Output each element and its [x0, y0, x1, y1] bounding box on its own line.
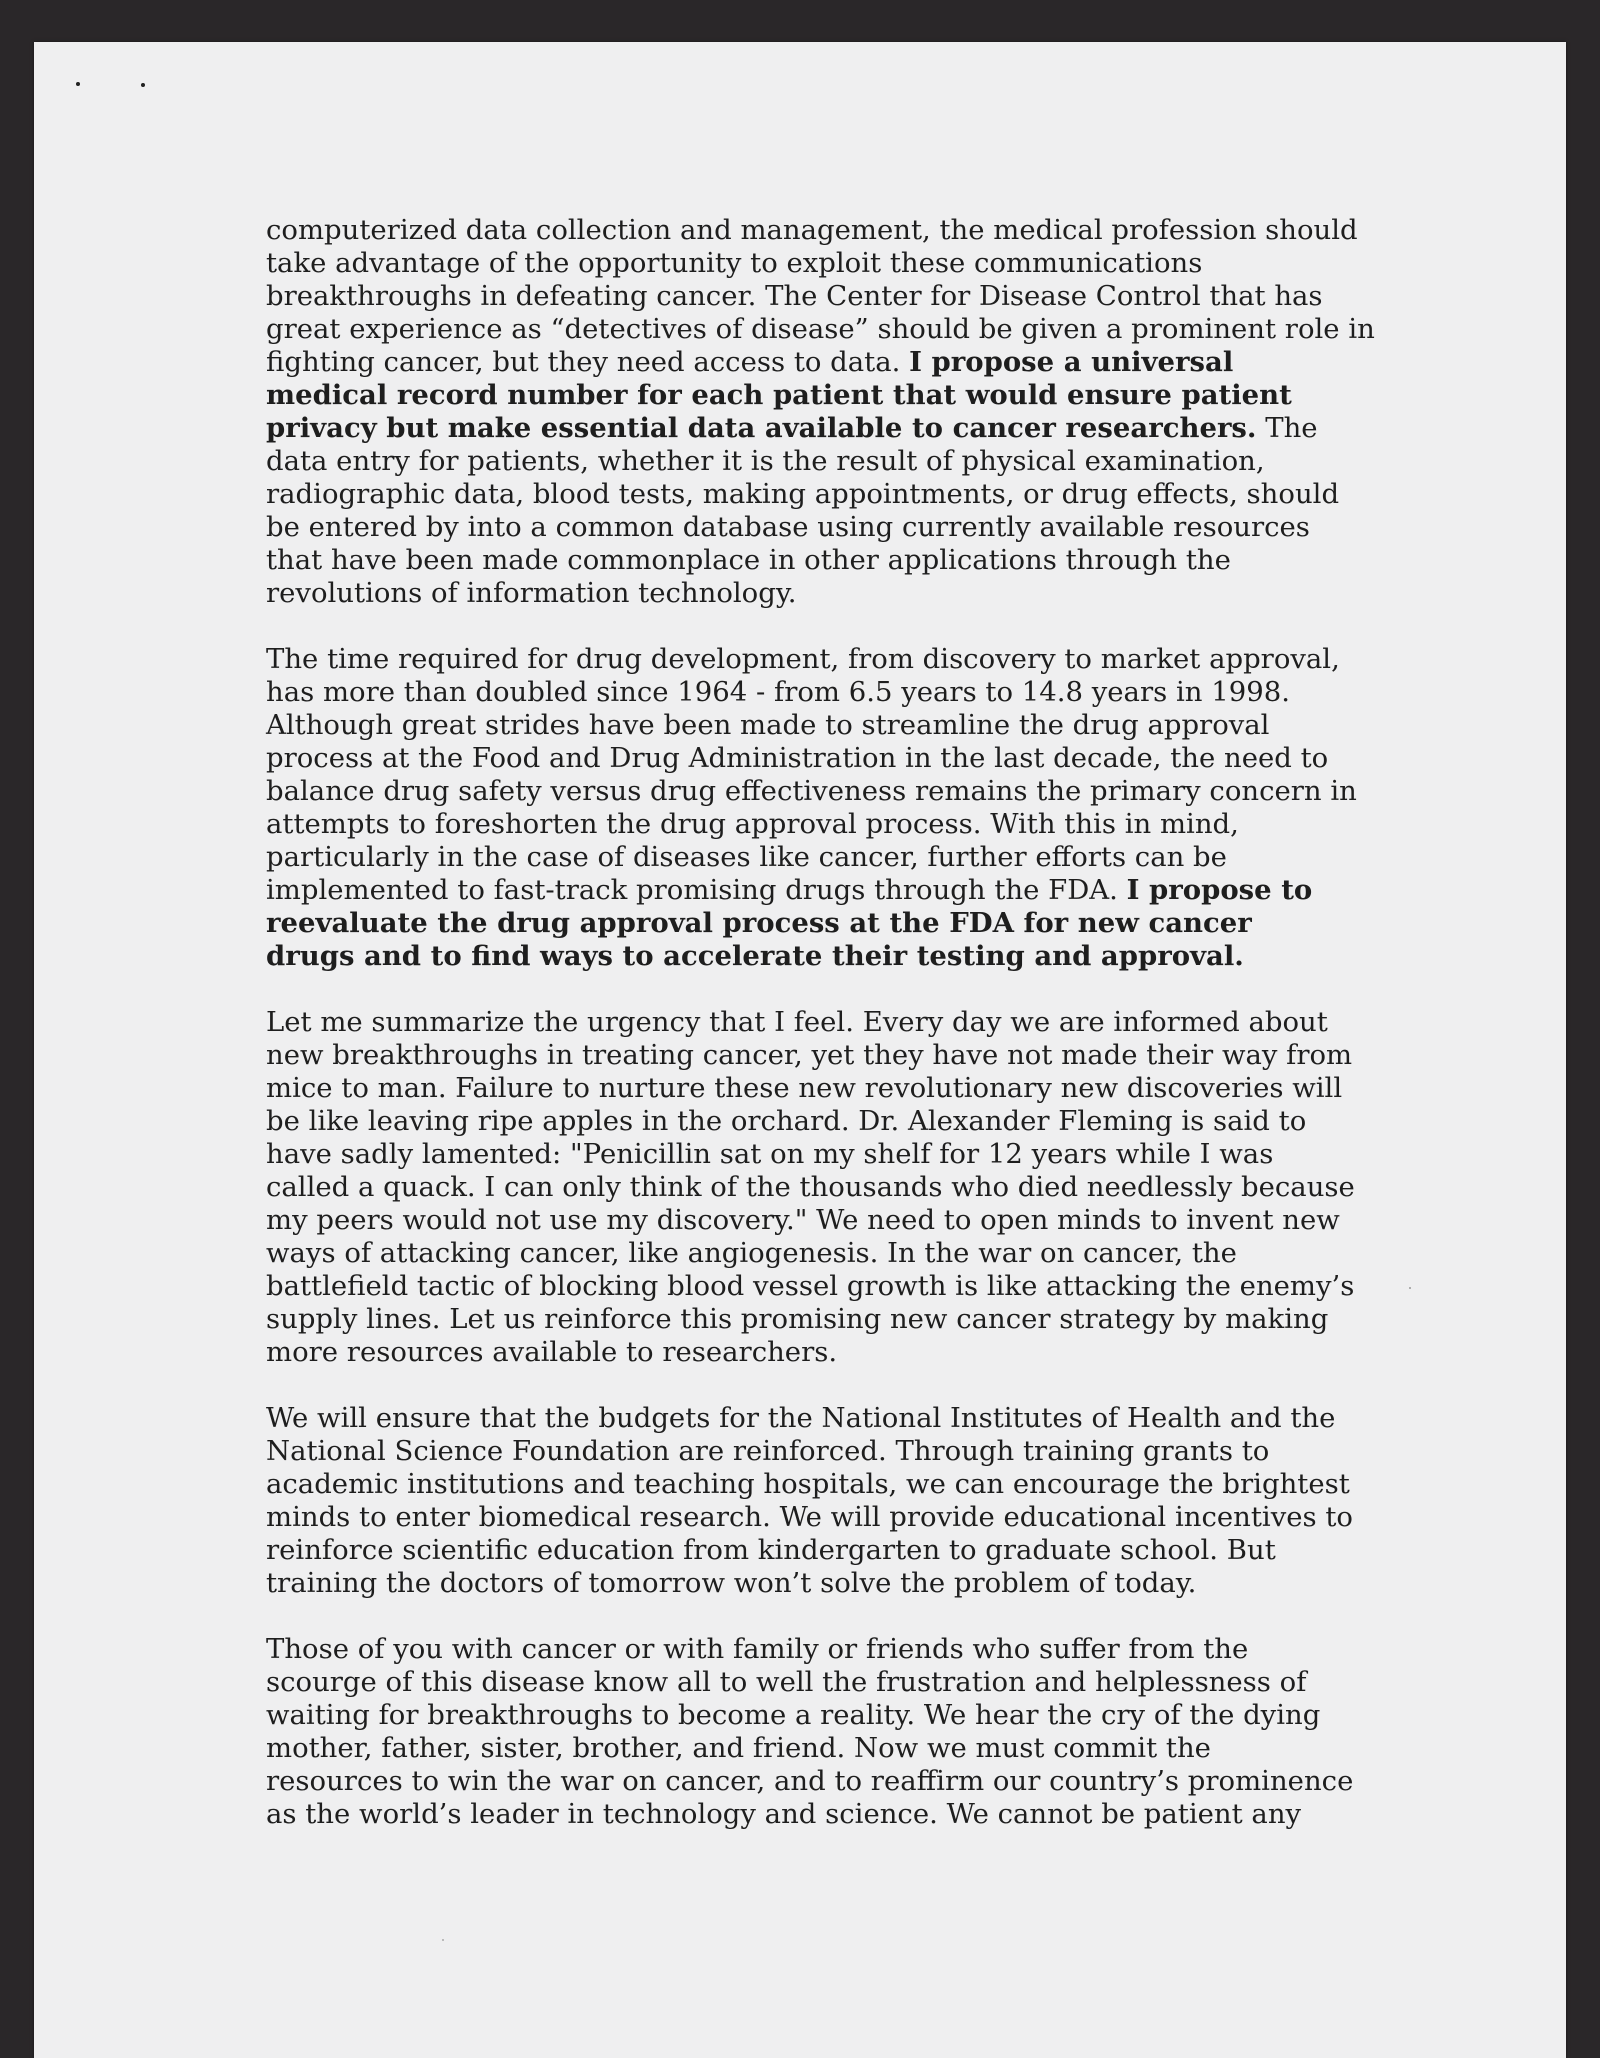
punch-dot-mark [76, 82, 80, 86]
paragraph-budgets [266, 1402, 1396, 1600]
paragraph-text: computerized data collection and management, the medical profession should take advantage of the opportunity to exploit these communications breakthroughs in defeating cancer. The Center for Disease Control that has great experience as “detectives of disease” should be given a prominent role in fighting cancer, but they need access to data. [266, 214, 1375, 378]
proposal-bold-text: I propose to reevaluate the drug approval process at the FDA for new cancer drugs and to find ways to accelerate their testing and approval. [266, 874, 1313, 972]
proposal-bold-text: I propose a universal medical record number for each patient that would ensure patient privacy but make essential data available to cancer researchers. [266, 346, 1292, 444]
paragraph-data-access [266, 214, 1396, 610]
paragraph-text: The time required for drug development, from discovery to market approval, has more than doubled since 1964 - from 6.5 years to 14.8 years in 1998. Although great strides have been made to streamline the drug approval process at the Food and Drug Administration in the last decade, the need to balance drug safety versus drug effectiveness remains the primary concern in attempts to foreshorten the drug approval process. With this in mind, particularly in the case of diseases like cancer, further efforts can be implemented to fast-track promising drugs through the FDA. [266, 643, 1357, 906]
punch-dot-mark [141, 83, 145, 87]
paragraph-text: Those of you with cancer or with family or friends who suffer from the scourge of this disease know all to well the frustration and helplessness of waiting for breakthroughs to become a reality. We hear the cry of the dying mother, father, sister, brother, and friend. Now we must commit the resources to win the war on cancer, and to reaffirm our country’s prominence as the world’s leader in technology and science. We cannot be patient any [266, 1633, 1354, 1830]
speck-mark [442, 1939, 444, 1941]
paragraph-urgency [266, 1006, 1396, 1369]
paragraph-drug-approval [266, 643, 1396, 973]
paragraph-text: We will ensure that the budgets for the National Institutes of Health and the National Science Foundation are reinforced. Through training grants to academic institutions and teaching hospitals, we can encourage the brightest minds to enter biomedical research. We will provide educational incentives to reinforce scientific education from kindergarten to graduate school. But training the doctors of tomorrow won’t solve the problem of today. [266, 1402, 1353, 1599]
paragraph-commitment [266, 1633, 1396, 1831]
paper-sheet [34, 42, 1566, 2058]
paragraph-text: The data entry for patients, whether it is the result of physical examination, radiographic data, blood tests, making appointments, or drug effects, should be entered by into a common database using currently available resources that have been made commonplace in other applications through the revolutions of information technology. [266, 412, 1340, 609]
speck-mark [1409, 1287, 1411, 1289]
document-body [266, 214, 1396, 1864]
paragraph-text: Let me summarize the urgency that I feel. Every day we are informed about new breakthroughs in treating cancer, yet they have not made their way from mice to man. Failure to nurture these new revolutionary new discoveries will be like leaving ripe apples in the orchard. Dr. Alexander Fleming is said to have sadly lamented: "Penicillin sat on my shelf for 12 years while I was called a quack. I can only think of the thousands who died needlessly because my peers would not use my discovery." We need to open minds to invent new ways of attacking cancer, like angiogenesis. In the war on cancer, the battlefield tactic of blocking blood vessel growth is like attacking the enemy’s supply lines. Let us reinforce this promising new cancer strategy by making more resources available to researchers. [266, 1006, 1355, 1368]
